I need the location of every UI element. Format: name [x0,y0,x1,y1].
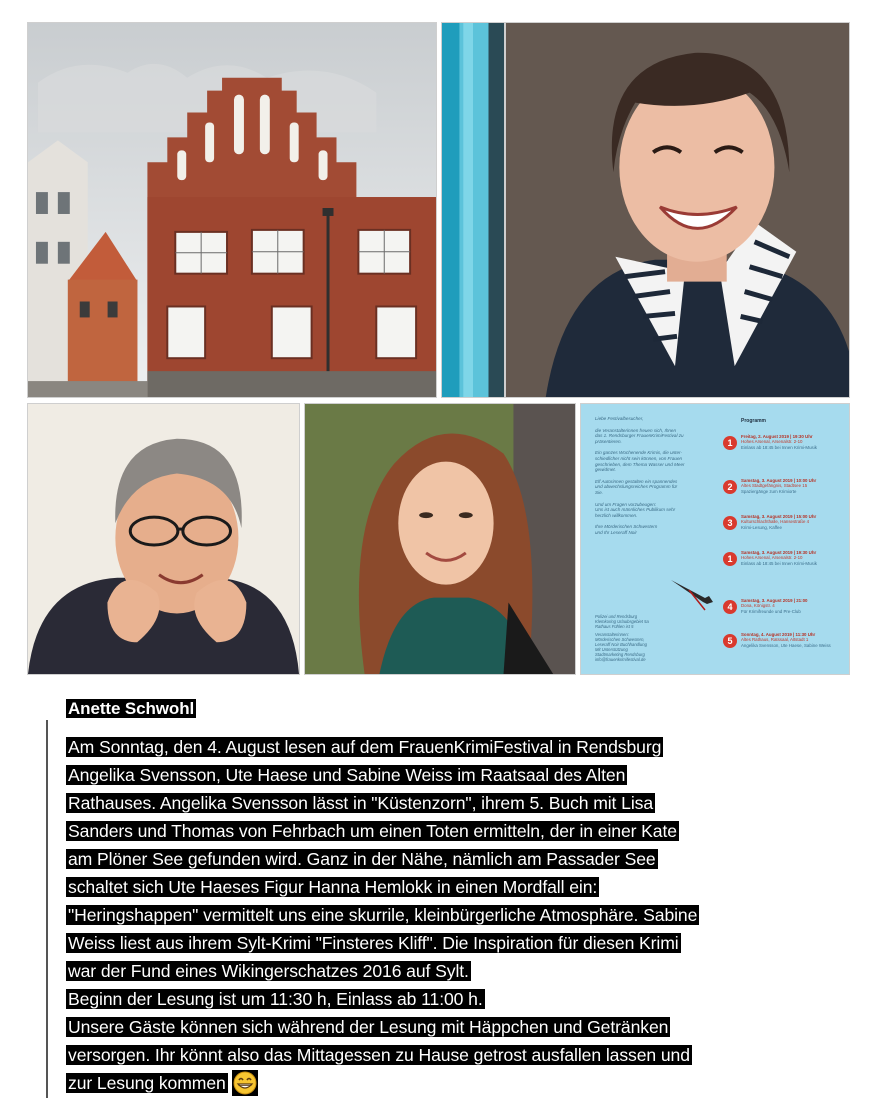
flyer-intro-line: die Veranstalterinnen freuen sich, Ihnen [595,427,677,433]
flyer-footer-line: info@frauenkrimifestival.de [595,657,646,662]
flyer-event-note: Einlass ab 18:45 bei Innen Krimi-Musik [741,560,817,566]
post-line: Am Sonntag, den 4. August lesen auf dem FrauenKrimiFestival in Rendsburg [68,737,662,757]
flyer-event-date: Samstag, 3. August 2019 | 10:00 Uhr [741,478,817,483]
post-line: Rathauses. Angelika Svensson lässt in "Küstenzorn", ihrem 5. Buch mit Lisa [68,793,654,813]
post-body [66,733,856,1097]
flyer-footer-line: Polizei und Rendsburg [595,614,638,619]
flyer-program-title: Programm [741,418,767,424]
flyer-intro-line: Uns ist auch männliches Publikum sehr [595,507,676,513]
flyer-event-date: Samstag, 3. August 2019 | 21:00 [741,598,808,603]
flyer-event [741,550,846,566]
flyer-event-date: Sonntag, 4. August 2019 | 11:30 Uhr [741,632,816,637]
flyer-event-number: 1 [723,436,737,450]
flyer-intro-line: und abwechslungsreiches Programm für [595,484,678,490]
post-line: am Plöner See gefunden wird. Ganz in der Nähe, nämlich am Passader See [68,849,656,869]
post-line: zur Lesung kommen [68,1073,226,1093]
flyer-footer-line: Stadtmarketing Rendsburg [595,652,645,657]
flyer-event-note: Einlass ab 18:45 bei Innen Krimi-Musik [741,444,817,450]
flyer-intro-line: Und um Fragen vorzubeugen: [595,501,657,507]
flyer-intro-line: Elf Autorinnen gestalten ein spannendes [595,478,678,484]
flyer-intro-line: geschrieben, dem Thema Wasser und Meer [595,461,685,467]
flyer-intro-line: herzlich willkommen. [595,512,638,518]
flyer-intro-line: und Ihr Leseraff Noir [595,529,637,535]
flyer-event [741,632,846,648]
flyer-event [741,434,846,450]
flyer-event-place: Hohes Arsenal, Arsenalstr. 2-10 [741,439,803,445]
flyer-footer-line: Rathaus Fühlen ist 5 [595,624,634,629]
flyer-event-place: Altes Rathaus, Ratssaal, Altstadt 1 [741,637,809,643]
flyer-intro-line: gewidmet. [595,467,616,473]
flyer-intro-line: Ein ganzes Wochenende Krimis, die unter- [595,450,682,456]
flyer-footer-line: Mörderischen Schwestern, [595,637,645,642]
flyer-event-number: 3 [723,516,737,530]
flyer-event [741,514,846,530]
flyer-event-number: 2 [723,480,737,494]
rathaus-photo [27,22,437,398]
post-line: versorgen. Ihr könnt also das Mittagessen zu Hause getrost ausfallen lassen und [68,1045,690,1065]
flyer-event-date: Samstag, 3. August 2019 | 19:30 Uhr [741,550,817,555]
post-line: war der Fund eines Wikingerschatzes 2016 auf Sylt. [68,961,469,981]
flyer-event-note: Spaziergänge zum Krimiorte [741,488,797,494]
post-line: Sanders und Thomas von Fehrbach um einen Toten ermitteln, der in einer Kate [68,821,677,841]
flyer-event-note: Angelika Svensson, Ute Haese, Sabine Weiss [741,642,831,648]
post-line: schaltet sich Ute Haeses Figur Hanna Hemlokk in einen Mordfall ein: [68,877,598,897]
post-line: Beginn der Lesung ist um 11:30 h, Einlass ab 11:00 h. [68,989,483,1009]
flyer-intro-line: das 1. Rendsburger FrauenKrimiFestival zu [595,433,684,439]
flyer-event-place: Dona, Königstr. 4 [741,603,775,609]
post-line: Weiss liest aus ihrem Sylt-Krimi "Finsteres Kliff". Die Inspiration für diesen Krimi [68,933,679,953]
flyer-footer-line: Klemkoring Urlaubsgebiet 5a [595,619,649,624]
door-frame-photo [441,22,505,398]
flyer-intro-line: Sie. [595,489,603,495]
flyer-event-note: Krimi-Lesung, Kaffee [741,524,782,530]
quote-rule [46,720,48,1098]
flyer-event-number: 1 [723,552,737,566]
flyer-event-note: Für Krimifreunde und Pre-Club [741,608,801,614]
flyer-intro-line: schiedlicher nicht sein können, von Frauen [595,455,683,461]
author-portrait-3 [304,403,576,675]
flyer-intro-line: Liebe Festivalbesucher, [595,416,644,421]
post-line: "Heringshappen" vermittelt uns eine skurrile, kleinbürgerliche Atmosphäre. Sabine [68,905,698,925]
flyer-event-place: Kulturschlachthalle, Hansestraße 4 [741,519,810,525]
flyer-event [741,598,846,614]
flyer-footer-line: Leseraff Noir Buchhandlung [595,642,647,647]
festival-program-flyer [580,403,850,675]
flyer-event-place: Altes Stadtgefängnis, Stadtsee 15 [741,483,808,489]
flyer-footer-line: Veranstalterinnen: [595,632,629,637]
author-name: Anette Schwohl [68,699,195,718]
flyer-event-date: Samstag, 3. August 2019 | 15:00 Uhr [741,514,817,519]
post-author [66,697,196,722]
flyer-event-date: Freitag, 2. August 2019 | 19:30 Uhr [741,434,813,439]
knife-icon [669,576,719,614]
author-portrait-1 [505,22,850,398]
flyer-event [741,478,846,494]
post-line: Unsere Gäste können sich während der Lesung mit Häppchen und Getränken [68,1017,669,1037]
post-line: Angelika Svensson, Ute Haese und Sabine Weiss im Raatsaal des Alten [68,765,626,785]
flyer-event-number: 5 [723,634,737,648]
author-portrait-2 [27,403,300,675]
flyer-event-place: Hohes Arsenal, Arsenalstr. 2-10 [741,555,803,561]
flyer-event-number: 4 [723,600,737,614]
flyer-footer-line: Mit Unterstützung [595,647,628,652]
flyer-intro-line: präsentieren. [595,438,622,444]
grinning-face-icon [232,1070,258,1096]
flyer-intro-line: Ihre Mörderischen Schwestern [595,524,658,530]
